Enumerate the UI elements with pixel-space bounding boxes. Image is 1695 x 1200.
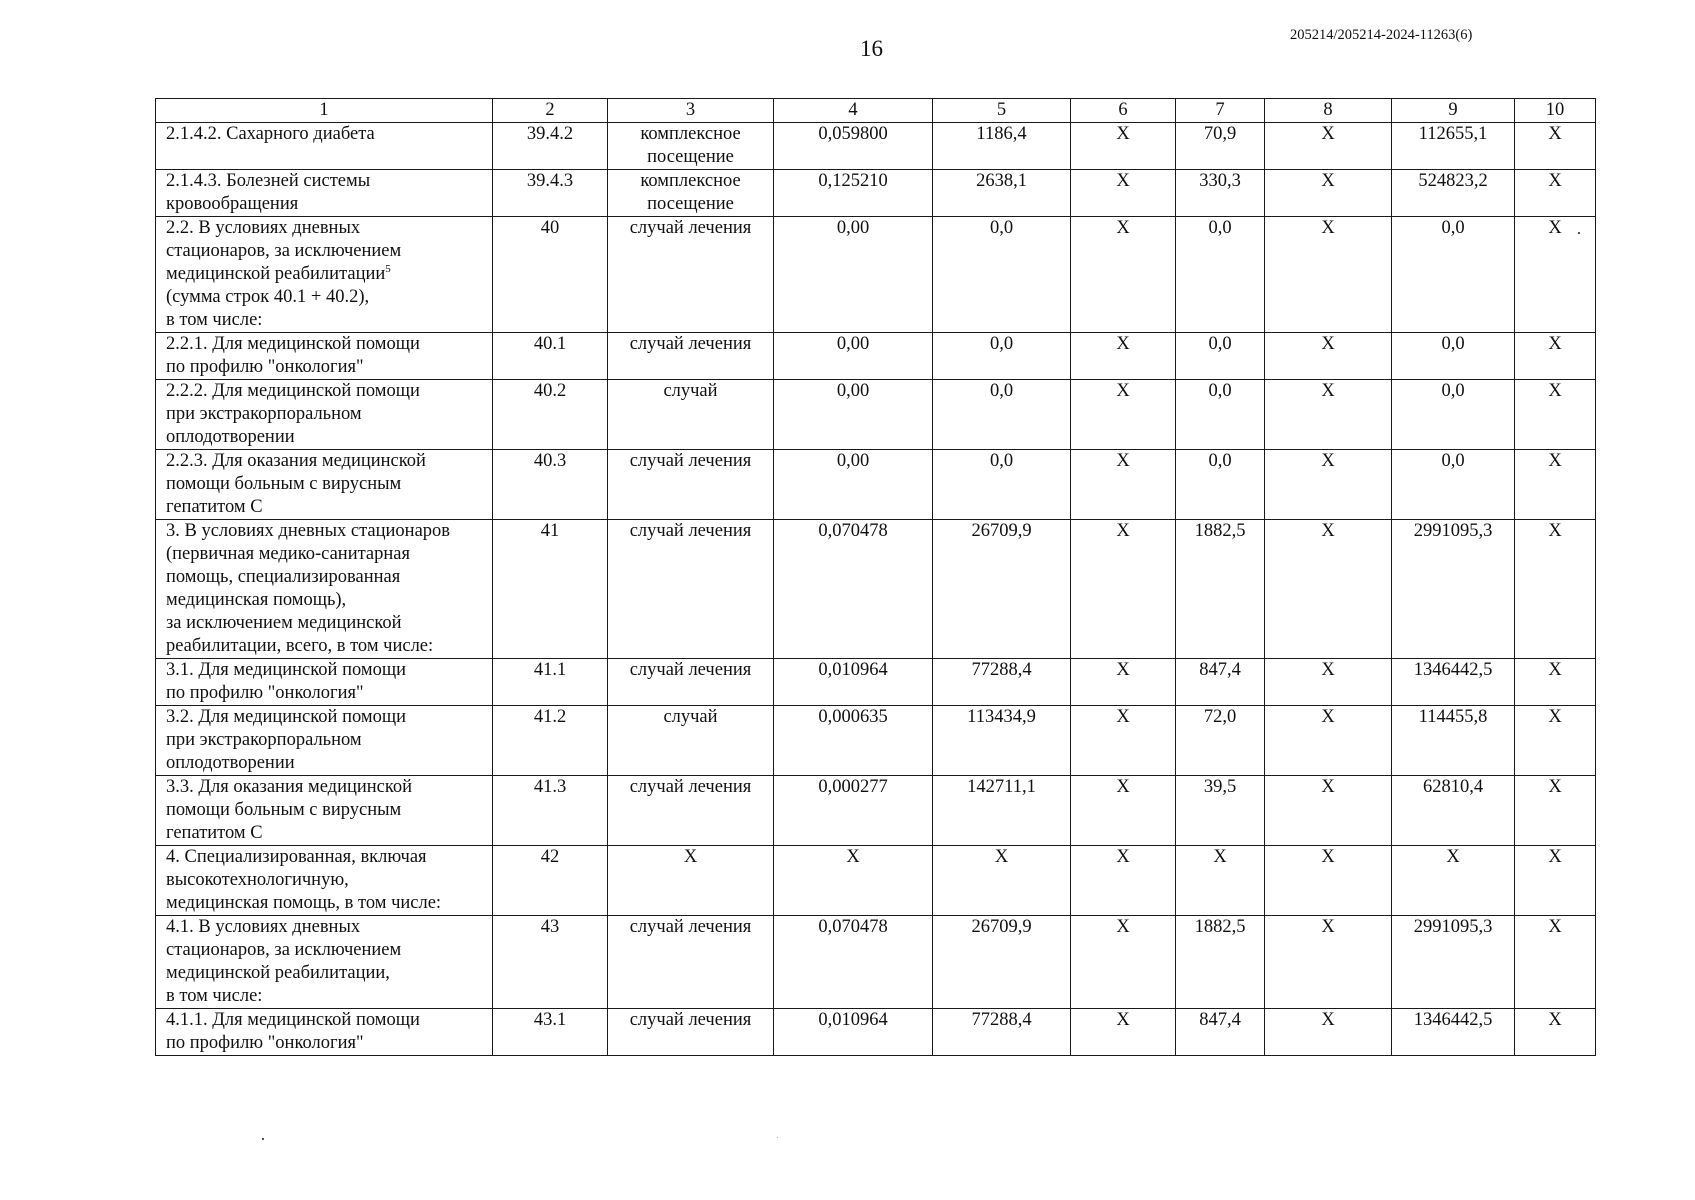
- row-value-cell-c9: 2991095,3: [1392, 520, 1515, 659]
- table-row: [156, 916, 1596, 1009]
- row-value-cell-c5: 1186,4: [933, 123, 1071, 170]
- table-row: [156, 217, 1596, 333]
- table-row: [156, 450, 1596, 520]
- row-value-cell-c7: 330,3: [1176, 170, 1265, 217]
- row-value-cell-c5: 77288,4: [933, 659, 1071, 706]
- row-value-cell-c5: 26709,9: [933, 916, 1071, 1009]
- row-name-text: помощи больным с вирусным: [166, 800, 402, 820]
- row-name-text: стационаров, за исключением: [166, 241, 402, 261]
- row-name-text: медицинская помощь, в том числе:: [166, 893, 442, 913]
- row-value-cell-c8: X: [1265, 123, 1392, 170]
- row-name-cell: [156, 520, 493, 659]
- row-name-line: [166, 752, 490, 775]
- row-code-cell: 41.3: [493, 776, 608, 846]
- row-code-cell: 43: [493, 916, 608, 1009]
- row-unit-line: случай лечения: [629, 334, 752, 354]
- row-name-line: [166, 333, 490, 356]
- row-unit-line: комплексное: [640, 124, 741, 144]
- row-value-cell-c10: X: [1515, 916, 1596, 1009]
- row-unit-cell: [608, 916, 774, 1009]
- row-name-text: медицинской реабилитации: [166, 264, 386, 284]
- row-name-text: в том числе:: [166, 986, 263, 1006]
- row-value-cell-c9: 0,0: [1392, 380, 1515, 450]
- row-name-line: [166, 635, 490, 658]
- row-name-text: в том числе:: [166, 310, 263, 330]
- row-unit-cell: [608, 846, 774, 916]
- row-value-cell-c9: 112655,1: [1392, 123, 1515, 170]
- row-name-line: [166, 520, 490, 543]
- row-name-cell: [156, 170, 493, 217]
- row-value-cell-c10: X: [1515, 123, 1596, 170]
- row-value-cell-c4: 0,00: [774, 333, 933, 380]
- row-name-line: [166, 939, 490, 962]
- row-value-cell-c6: X: [1071, 123, 1176, 170]
- row-value-cell-c7: 1882,5: [1176, 916, 1265, 1009]
- row-unit-cell: [608, 450, 774, 520]
- row-name-text: при экстракорпоральном: [166, 730, 362, 750]
- row-name-line: [166, 729, 490, 752]
- row-unit-cell: [608, 776, 774, 846]
- row-name-line: [166, 193, 490, 216]
- column-number: 2: [493, 99, 608, 123]
- row-value-cell-c8: X: [1265, 706, 1392, 776]
- row-value-cell-c4: 0,010964: [774, 659, 933, 706]
- document-id: 205214/205214-2024-11263(6): [1290, 27, 1473, 43]
- row-name-line: [166, 985, 490, 1008]
- row-unit-line: случай лечения: [629, 917, 752, 937]
- row-name-text: 2.1.4.3. Болезней системы: [166, 171, 371, 191]
- row-value-cell-c6: X: [1071, 450, 1176, 520]
- row-value-cell-c5: 77288,4: [933, 1009, 1071, 1056]
- row-unit-line: случай лечения: [629, 451, 752, 471]
- row-name-text: 4.1.1. Для медицинской помощи: [166, 1010, 420, 1030]
- row-value-cell-c6: X: [1071, 520, 1176, 659]
- row-value-cell-c10: X: [1515, 520, 1596, 659]
- row-name-line: [166, 473, 490, 496]
- row-code-cell: 39.4.3: [493, 170, 608, 217]
- row-value-cell-c6: X: [1071, 916, 1176, 1009]
- row-value-cell-c5: 0,0: [933, 380, 1071, 450]
- table-row: [156, 846, 1596, 916]
- row-value-cell-c6: X: [1071, 846, 1176, 916]
- row-value-cell-c6: X: [1071, 706, 1176, 776]
- row-unit-line: посещение: [647, 147, 734, 167]
- row-name-text: 2.1.4.2. Сахарного диабета: [166, 124, 375, 144]
- row-value-cell-c7: 70,9: [1176, 123, 1265, 170]
- row-code-cell: 40.1: [493, 333, 608, 380]
- page-number: 16: [860, 36, 883, 61]
- table-row: [156, 659, 1596, 706]
- row-code-cell: 42: [493, 846, 608, 916]
- row-value-cell-c8: X: [1265, 1009, 1392, 1056]
- table-row: [156, 333, 1596, 380]
- row-value-cell-c6: X: [1071, 380, 1176, 450]
- row-name-text: за исключением медицинской: [166, 613, 402, 633]
- row-name-text: 4.1. В условиях дневных: [166, 917, 361, 937]
- row-unit-cell: [608, 380, 774, 450]
- column-number: 4: [774, 99, 933, 123]
- row-name-cell: [156, 659, 493, 706]
- table-row: [156, 170, 1596, 217]
- row-unit-line: случай: [663, 707, 718, 727]
- row-name-line: [166, 566, 490, 589]
- row-name-cell: [156, 706, 493, 776]
- row-value-cell-c4: 0,070478: [774, 520, 933, 659]
- row-name-line: [166, 869, 490, 892]
- row-name-text: при экстракорпоральном: [166, 404, 362, 424]
- row-code-cell: 40.3: [493, 450, 608, 520]
- row-name-text: помощь, специализированная: [166, 567, 401, 587]
- footnote-marker: 5: [385, 262, 391, 275]
- table-row: [156, 776, 1596, 846]
- row-name-line: [166, 240, 490, 263]
- row-unit-cell: [608, 333, 774, 380]
- row-name-text: 3.1. Для медицинской помощи: [166, 660, 406, 680]
- row-value-cell-c9: 0,0: [1392, 333, 1515, 380]
- row-value-cell-c7: 72,0: [1176, 706, 1265, 776]
- table-row: [156, 706, 1596, 776]
- row-value-cell-c10: X: [1515, 380, 1596, 450]
- row-name-line: [166, 1032, 490, 1055]
- row-code-cell: 40.2: [493, 380, 608, 450]
- row-name-cell: [156, 333, 493, 380]
- row-name-cell: [156, 450, 493, 520]
- row-name-text: помощи больным с вирусным: [166, 474, 402, 494]
- row-value-cell-c5: 26709,9: [933, 520, 1071, 659]
- row-value-cell-c10: X: [1515, 706, 1596, 776]
- row-value-cell-c9: 2991095,3: [1392, 916, 1515, 1009]
- row-value-cell-c4: X: [774, 846, 933, 916]
- row-value-cell-c4: 0,00: [774, 380, 933, 450]
- scan-speck: [777, 1137, 778, 1138]
- row-value-cell-c5: 0,0: [933, 217, 1071, 333]
- row-value-cell-c6: X: [1071, 1009, 1176, 1056]
- row-unit-line: X: [683, 847, 698, 867]
- row-name-line: [166, 962, 490, 985]
- row-value-cell-c6: X: [1071, 217, 1176, 333]
- row-name-text: оплодотворении: [166, 427, 295, 447]
- row-unit-line: случай лечения: [629, 521, 752, 541]
- row-name-text: реабилитации, всего, в том числе:: [166, 636, 434, 656]
- row-name-line: [166, 450, 490, 473]
- row-value-cell-c4: 0,00: [774, 450, 933, 520]
- row-value-cell-c10: X: [1515, 170, 1596, 217]
- row-name-cell: [156, 380, 493, 450]
- row-name-text: 4. Специализированная, включая: [166, 847, 427, 867]
- row-name-text: гепатитом С: [166, 823, 263, 843]
- row-name-text: 2.2.3. Для оказания медицинской: [166, 451, 426, 471]
- row-name-text: 2.2.1. Для медицинской помощи: [166, 334, 420, 354]
- row-unit-cell: [608, 1009, 774, 1056]
- row-value-cell-c9: 524823,2: [1392, 170, 1515, 217]
- row-value-cell-c7: 847,4: [1176, 1009, 1265, 1056]
- row-value-cell-c8: X: [1265, 846, 1392, 916]
- row-value-cell-c8: X: [1265, 217, 1392, 333]
- row-value-cell-c7: 0,0: [1176, 380, 1265, 450]
- row-value-cell-c5: 0,0: [933, 450, 1071, 520]
- table-row: [156, 1009, 1596, 1056]
- column-number-row: [156, 99, 1596, 123]
- row-code-cell: 41.1: [493, 659, 608, 706]
- row-value-cell-c5: 142711,1: [933, 776, 1071, 846]
- row-name-text: медицинской реабилитации,: [166, 963, 390, 983]
- row-name-line: [166, 356, 490, 379]
- column-number: 10: [1515, 99, 1596, 123]
- row-name-text: стационаров, за исключением: [166, 940, 402, 960]
- row-name-line: [166, 286, 490, 309]
- row-value-cell-c10: X: [1515, 1009, 1596, 1056]
- row-name-line: [166, 846, 490, 869]
- row-name-line: [166, 612, 490, 635]
- row-code-cell: 40: [493, 217, 608, 333]
- row-name-text: 2.2.2. Для медицинской помощи: [166, 381, 420, 401]
- row-name-text: медицинская помощь),: [166, 590, 347, 610]
- row-value-cell-c7: 0,0: [1176, 450, 1265, 520]
- row-name-text: 2.2. В условиях дневных: [166, 218, 361, 238]
- row-unit-line: случай лечения: [629, 660, 752, 680]
- row-code-cell: 41: [493, 520, 608, 659]
- row-value-cell-c7: 847,4: [1176, 659, 1265, 706]
- row-unit-cell: [608, 706, 774, 776]
- row-name-text: кровообращения: [166, 194, 299, 214]
- row-value-cell-c10: X: [1515, 333, 1596, 380]
- row-unit-line: случай: [663, 381, 718, 401]
- row-value-cell-c10: X: [1515, 776, 1596, 846]
- row-name-text: гепатитом С: [166, 497, 263, 517]
- row-name-line: [166, 380, 490, 403]
- row-name-cell: [156, 916, 493, 1009]
- row-value-cell-c7: 0,0: [1176, 217, 1265, 333]
- row-name-line: [166, 403, 490, 426]
- row-name-cell: [156, 1009, 493, 1056]
- row-value-cell-c4: 0,125210: [774, 170, 933, 217]
- row-name-text: высокотехнологичную,: [166, 870, 349, 890]
- row-name-line: [166, 892, 490, 915]
- row-name-line: [166, 706, 490, 729]
- row-name-text: по профилю "онкология": [166, 1033, 364, 1053]
- row-name-cell: [156, 846, 493, 916]
- row-name-text: 3.2. Для медицинской помощи: [166, 707, 406, 727]
- scan-speck: [262, 1138, 264, 1140]
- row-name-line: [166, 589, 490, 612]
- row-value-cell-c6: X: [1071, 659, 1176, 706]
- row-value-cell-c8: X: [1265, 170, 1392, 217]
- column-number: 6: [1071, 99, 1176, 123]
- row-value-cell-c9: 1346442,5: [1392, 659, 1515, 706]
- row-name-text: (сумма строк 40.1 + 40.2),: [166, 287, 370, 307]
- row-value-cell-c8: X: [1265, 776, 1392, 846]
- row-code-cell: 39.4.2: [493, 123, 608, 170]
- row-unit-cell: [608, 659, 774, 706]
- row-name-text: оплодотворении: [166, 753, 295, 773]
- data-table: [155, 98, 1596, 1056]
- row-value-cell-c7: X: [1176, 846, 1265, 916]
- row-value-cell-c7: 39,5: [1176, 776, 1265, 846]
- row-value-cell-c9: X: [1392, 846, 1515, 916]
- row-value-cell-c5: 0,0: [933, 333, 1071, 380]
- column-number: 8: [1265, 99, 1392, 123]
- row-value-cell-c6: X: [1071, 333, 1176, 380]
- scan-speck: [1578, 232, 1580, 234]
- row-name-line: [166, 217, 490, 240]
- row-code-cell: 41.2: [493, 706, 608, 776]
- row-unit-cell: [608, 170, 774, 217]
- row-name-text: по профилю "онкология": [166, 357, 364, 377]
- row-name-line: [166, 263, 490, 286]
- column-number: 3: [608, 99, 774, 123]
- row-code-cell: 43.1: [493, 1009, 608, 1056]
- row-name-line: [166, 123, 490, 146]
- row-value-cell-c4: 0,000635: [774, 706, 933, 776]
- row-name-line: [166, 776, 490, 799]
- row-name-line: [166, 822, 490, 845]
- row-name-text: 3. В условиях дневных стационаров: [166, 521, 451, 541]
- row-name-line: [166, 659, 490, 682]
- row-value-cell-c10: X: [1515, 450, 1596, 520]
- row-value-cell-c6: X: [1071, 776, 1176, 846]
- row-value-cell-c9: 1346442,5: [1392, 1009, 1515, 1056]
- table-row: [156, 380, 1596, 450]
- column-number: 1: [156, 99, 493, 123]
- row-unit-line: случай лечения: [629, 218, 752, 238]
- row-unit-cell: [608, 123, 774, 170]
- row-name-cell: [156, 776, 493, 846]
- row-name-text: (первичная медико-санитарная: [166, 544, 410, 564]
- column-number: 5: [933, 99, 1071, 123]
- row-name-line: [166, 309, 490, 332]
- row-value-cell-c8: X: [1265, 520, 1392, 659]
- row-value-cell-c5: 113434,9: [933, 706, 1071, 776]
- row-value-cell-c5: 2638,1: [933, 170, 1071, 217]
- row-name-line: [166, 426, 490, 449]
- row-name-line: [166, 799, 490, 822]
- row-value-cell-c5: X: [933, 846, 1071, 916]
- row-unit-line: случай лечения: [629, 1010, 752, 1030]
- column-number: 9: [1392, 99, 1515, 123]
- row-name-line: [166, 496, 490, 519]
- row-unit-line: комплексное: [640, 171, 741, 191]
- table-row: [156, 520, 1596, 659]
- row-name-line: [166, 682, 490, 705]
- row-value-cell-c4: 0,000277: [774, 776, 933, 846]
- row-name-line: [166, 543, 490, 566]
- row-value-cell-c4: 0,010964: [774, 1009, 933, 1056]
- row-name-text: по профилю "онкология": [166, 683, 364, 703]
- row-name-text: 3.3. Для оказания медицинской: [166, 777, 413, 797]
- row-value-cell-c7: 0,0: [1176, 333, 1265, 380]
- row-name-cell: [156, 217, 493, 333]
- row-value-cell-c4: 0,00: [774, 217, 933, 333]
- row-name-line: [166, 1009, 490, 1032]
- row-value-cell-c8: X: [1265, 916, 1392, 1009]
- row-value-cell-c9: 0,0: [1392, 217, 1515, 333]
- row-name-cell: [156, 123, 493, 170]
- table-row: [156, 123, 1596, 170]
- row-value-cell-c9: 62810,4: [1392, 776, 1515, 846]
- row-value-cell-c10: X: [1515, 217, 1596, 333]
- row-value-cell-c4: 0,070478: [774, 916, 933, 1009]
- row-value-cell-c9: 114455,8: [1392, 706, 1515, 776]
- row-value-cell-c8: X: [1265, 380, 1392, 450]
- row-unit-line: посещение: [647, 194, 734, 214]
- row-value-cell-c7: 1882,5: [1176, 520, 1265, 659]
- column-number: 7: [1176, 99, 1265, 123]
- row-value-cell-c10: X: [1515, 846, 1596, 916]
- row-value-cell-c4: 0,059800: [774, 123, 933, 170]
- row-name-line: [166, 916, 490, 939]
- row-unit-cell: [608, 520, 774, 659]
- row-value-cell-c8: X: [1265, 333, 1392, 380]
- row-value-cell-c8: X: [1265, 450, 1392, 520]
- row-value-cell-c10: X: [1515, 659, 1596, 706]
- row-unit-cell: [608, 217, 774, 333]
- row-value-cell-c8: X: [1265, 659, 1392, 706]
- row-value-cell-c6: X: [1071, 170, 1176, 217]
- row-name-line: [166, 170, 490, 193]
- row-value-cell-c9: 0,0: [1392, 450, 1515, 520]
- row-unit-line: случай лечения: [629, 777, 752, 797]
